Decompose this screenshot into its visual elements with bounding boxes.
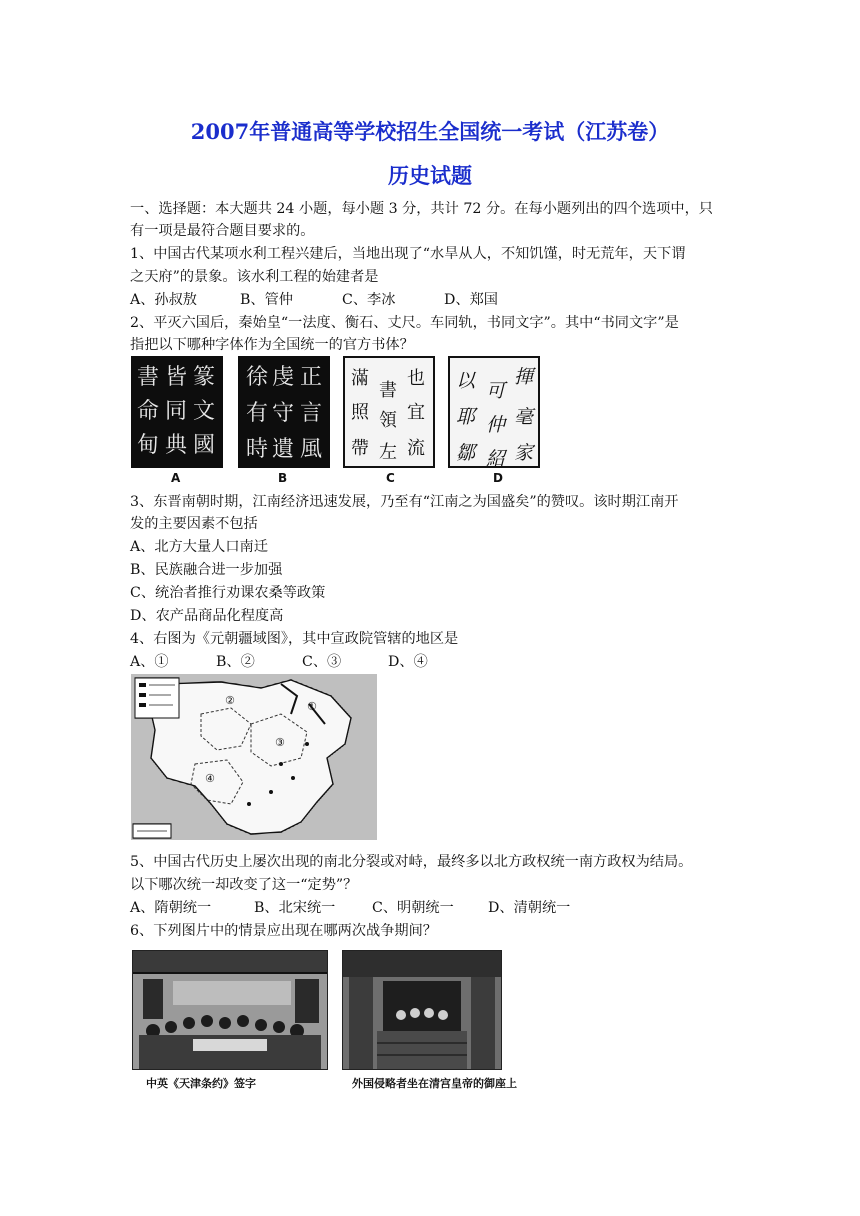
exam-title: 2007年普通高等学校招生全国统一考试（江苏卷）: [190, 119, 670, 144]
q1-stem-line1: 1、中国古代某项水利工程兴建后，当地出现了“水旱从人，不知饥馑，时无荒年，天下谓: [130, 246, 686, 262]
q1-option-c[interactable]: C、李冰: [342, 292, 396, 308]
q4-option-d[interactable]: D、④: [388, 654, 428, 670]
q5-stem-line1: 5、中国古代历史上屡次出现的南北分裂或对峙，最终多以北方政权统一南方政权为结局。: [130, 854, 693, 870]
calligraphy-image-d[interactable]: 以 可 揮 耶 仲 毫 鄒 紹 家: [448, 356, 540, 468]
q4-option-b[interactable]: B、②: [216, 654, 255, 670]
calligraphy-image-c[interactable]: 滿 書 也 照 領 宜 帶 左 流: [343, 356, 435, 468]
q4-option-c[interactable]: C、③: [302, 654, 342, 670]
throne-photo-caption: 外国侵略者坐在清宫皇帝的御座上: [352, 1077, 517, 1090]
q1-options: [130, 289, 498, 309]
q1-stem-line2: 之天府”的景象。该水利工程的始建者是: [130, 269, 379, 285]
q3-option-b[interactable]: B、民族融合进一步加强: [130, 562, 283, 578]
q4-option-a[interactable]: A、①: [130, 654, 169, 670]
calligraphy-label-b: B: [278, 471, 288, 485]
map-mark-2: ②: [225, 694, 235, 707]
q2-stem-line2: 指把以下哪种字体作为全国统一的官方书体？: [130, 337, 414, 353]
q3-option-a[interactable]: A、北方大量人口南迁: [130, 539, 268, 555]
q3-option-c[interactable]: C、统治者推行劝课农桑等政策: [130, 585, 326, 601]
calligraphy-label-a: A: [171, 471, 181, 485]
treaty-photo-caption: 中英《天津条约》签字: [146, 1077, 256, 1090]
map-mark-4: ④: [205, 772, 215, 785]
map-mark-3: ③: [275, 736, 285, 749]
q3-stem-line1: 3、东晋南朝时期，江南经济迅速发展，乃至有“江南之为国盛矣”的赞叹。该时期江南开: [130, 494, 679, 510]
q5-options: [130, 897, 570, 917]
q3-stem-line2: 发的主要因素不包括: [130, 516, 258, 532]
treaty-signing-photo[interactable]: [132, 950, 328, 1070]
q4-stem: 4、右图为《元朝疆域图》，其中宣政院管辖的地区是: [130, 631, 459, 647]
yuan-territory-map[interactable]: [131, 674, 377, 840]
section-intro-line2: 有一项是最符合题目要求的。: [130, 223, 315, 239]
section-intro-line1: 一、选择题：本大题共 24 小题，每小题 3 分，共计 72 分。在每小题列出的四个选项中，只: [130, 201, 713, 217]
throne-room-photo[interactable]: [342, 950, 502, 1070]
calligraphy-label-c: C: [386, 471, 395, 485]
calligraphy-image-a[interactable]: 書 皆 篆 命 同 文 甸 典 國: [131, 356, 223, 468]
q5-option-a[interactable]: A、隋朝统一: [130, 900, 212, 916]
calligraphy-label-d: D: [493, 471, 503, 485]
q1-option-d[interactable]: D、郑国: [444, 292, 498, 308]
q3-option-d[interactable]: D、农产品商品化程度高: [130, 608, 284, 624]
q2-stem-line1: 2、平灭六国后，秦始皇“一法度、衡石、丈尺。车同轨，书同文字”。其中“书同文字”是: [130, 315, 679, 331]
q4-options: [130, 651, 428, 671]
calligraphy-image-b[interactable]: 徐 虔 正 有 守 言 時 遺 風: [238, 356, 330, 468]
exam-subtitle: 历史试题: [388, 163, 472, 188]
q6-stem: 6、下列图片中的情景应出现在哪两次战争期间？: [130, 923, 437, 939]
map-mark-1: ①: [307, 700, 317, 713]
q5-option-c[interactable]: C、明朝统一: [372, 900, 454, 916]
q5-stem-line2: 以下哪次统一却改变了这一“定势”？: [130, 877, 358, 893]
q1-option-a[interactable]: A、孙叔敖: [130, 292, 197, 308]
q1-option-b[interactable]: B、管仲: [240, 292, 293, 308]
q5-option-d[interactable]: D、清朝统一: [488, 900, 571, 916]
q5-option-b[interactable]: B、北宋统一: [254, 900, 336, 916]
